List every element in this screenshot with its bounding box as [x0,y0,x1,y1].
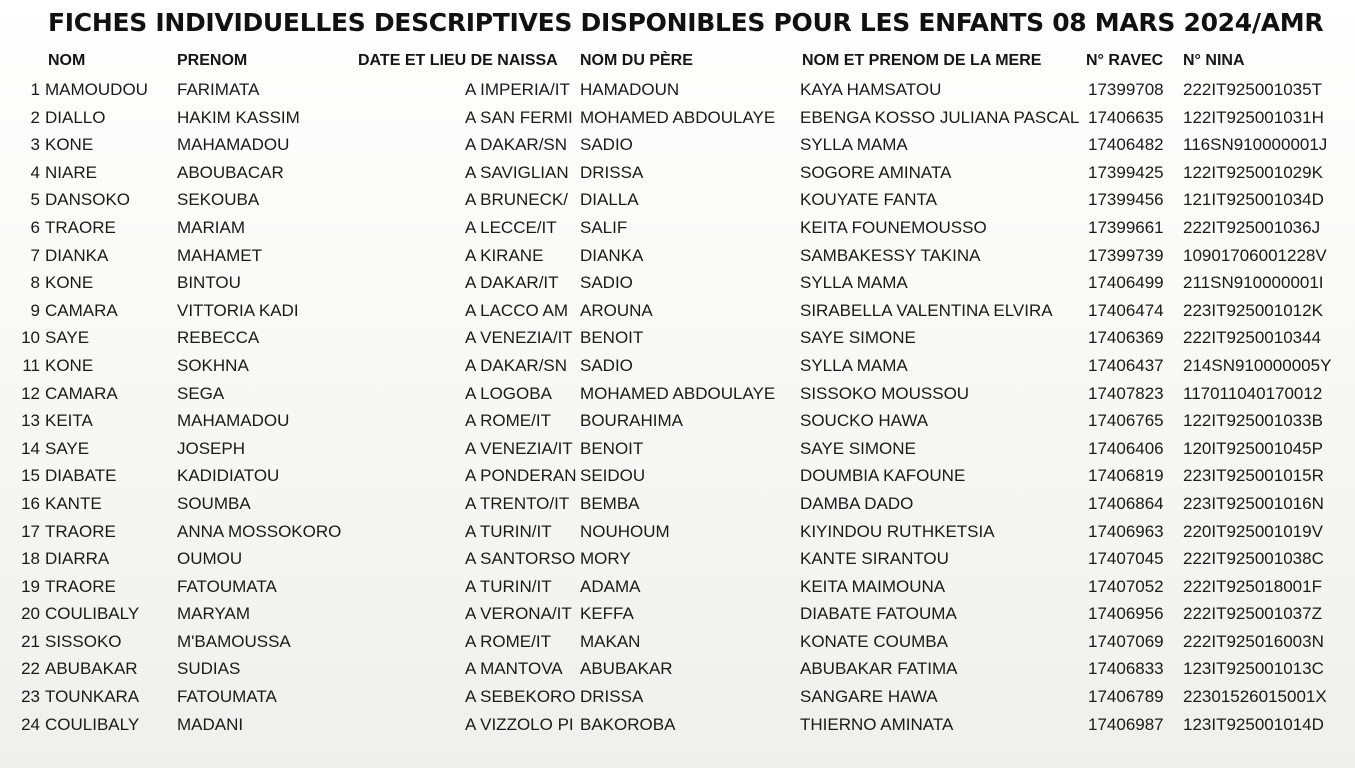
row-nom-pere: BEMBA [580,493,640,513]
row-nom: KONE [45,135,94,155]
row-nom: DIARRA [45,549,110,569]
table-row [0,437,1355,465]
row-prenom: SOKHNA [177,355,249,375]
table-row [0,78,1355,106]
row-nom: SISSOKO [45,631,122,651]
row-prenom: BINTOU [177,273,241,293]
row-prenom: FATOUMATA [177,687,277,707]
row-lieu-naissance: A ROME/IT [465,631,551,651]
row-number: 19 [21,576,40,596]
row-lieu-naissance: A LECCE/IT [465,217,557,237]
row-prenom: FATOUMATA [177,576,277,596]
row-number: 15 [21,466,40,486]
row-nom-pere: HAMADOUN [580,80,680,99]
table-row [0,657,1355,685]
table-row [0,354,1355,382]
table-row [0,630,1355,658]
row-nom-mere: SAMBAKESSY TAKINA [800,245,981,265]
row-nom: KEITA [45,411,93,431]
row-nom-mere: SIRABELLA VALENTINA ELVIRA [800,300,1053,320]
row-nom-mere: SOGORE AMINATA [800,162,952,182]
header-nina: N° NINA [1183,52,1245,69]
row-nom-mere: SANGARE HAWA [800,687,938,707]
row-nom-pere: BAKOROBA [580,714,676,734]
row-nina: 123IT925001013C [1183,659,1324,679]
row-nom: COULIBALY [45,714,140,734]
row-number: 1 [30,80,40,99]
row-number: 4 [30,162,40,182]
row-lieu-naissance: A DAKAR/SN [465,135,568,155]
row-number: 3 [30,135,40,155]
row-ravec: 17406635 [1088,107,1164,127]
row-nina: 223IT925001016N [1183,493,1324,513]
row-prenom: SOUMBA [177,493,251,513]
row-number: 14 [21,438,40,458]
row-number: 5 [30,190,40,210]
table-row [0,299,1355,327]
table-row [0,216,1355,244]
row-number: 20 [21,604,40,624]
row-nom: DANSOKO [45,190,131,210]
table-row [0,547,1355,575]
row-prenom: SUDIAS [177,659,241,679]
row-nina: 222IT9250010344 [1183,328,1322,348]
row-prenom: MARIAM [177,217,245,237]
row-nom-pere: MOHAMED ABDOULAYE [580,383,776,403]
records-list [0,78,1355,740]
row-nina: 122IT925001033B [1183,411,1323,431]
row-number: 11 [22,355,40,375]
row-ravec: 17406963 [1088,521,1164,541]
row-prenom: MAHAMET [177,245,262,265]
row-prenom: MADANI [177,714,244,734]
row-number: 9 [30,300,40,320]
row-nom-mere: KEITA FOUNEMOUSSO [800,217,987,237]
row-lieu-naissance: A SAN FERMI [465,107,573,127]
row-nom: KANTE [45,493,102,513]
row-ravec: 17406864 [1088,493,1164,513]
row-number: 21 [21,631,40,651]
row-nina: 223IT925001015R [1183,466,1324,486]
table-row [0,602,1355,630]
header-date-lieu: DATE ET LIEU DE NAISSA [358,52,558,69]
row-nom-mere: SAYE SIMONE [800,328,916,348]
row-nina: 222IT925001038C [1183,549,1324,569]
row-ravec: 17406789 [1088,687,1164,707]
row-nom: TOUNKARA [45,687,140,707]
row-prenom: SEKOUBA [177,190,260,210]
row-lieu-naissance: A SEBEKORO [465,687,576,707]
row-prenom: MAHAMADOU [177,411,290,431]
row-nom-pere: ABUBAKAR [580,659,673,679]
row-number: 12 [21,383,40,403]
row-number: 13 [21,411,40,431]
row-prenom: FARIMATA [177,80,260,99]
row-nom-pere: BENOIT [580,438,644,458]
row-nina: 22301526015001X [1183,687,1327,707]
row-nom: KONE [45,273,94,293]
table-row [0,161,1355,189]
row-nom-pere: SADIO [580,135,633,155]
row-ravec: 17406482 [1088,135,1164,155]
row-nom-mere: DOUMBIA KAFOUNE [800,466,966,486]
row-number: 23 [21,687,40,707]
row-nina: 222IT925001035T [1183,80,1322,99]
row-nina: 116SN910000001J [1183,135,1328,155]
table-row [0,133,1355,161]
row-number: 18 [21,549,40,569]
row-number: 2 [30,107,40,127]
row-nom: TRAORE [45,521,116,541]
row-nina: 222IT925016003N [1183,631,1324,651]
header-ravec: N° RAVEC [1086,52,1164,69]
row-nom-mere: SYLLA MAMA [800,135,908,155]
row-nina: 122IT925001029K [1183,162,1323,182]
row-nina: 211SN910000001I [1183,273,1324,293]
row-ravec: 17407052 [1088,576,1164,596]
header-nom: NOM [48,52,86,69]
row-nina: 222IT925001036J [1183,217,1321,237]
document-title: FICHES INDIVIDUELLES DESCRIPTIVES DISPONIBLES POUR LES ENFANTS 08 MARS 2024/AMR [48,8,1324,37]
row-nom: ABUBAKAR [45,659,138,679]
row-nom-mere: SYLLA MAMA [800,355,908,375]
row-nom: CAMARA [45,300,118,320]
row-prenom: ANNA MOSSOKORO [177,521,342,541]
row-nom-pere: AROUNA [580,300,653,320]
row-nom: TRAORE [45,217,116,237]
row-nom-mere: DAMBA DADO [800,493,914,513]
row-ravec: 17399739 [1088,245,1164,265]
row-ravec: 17399661 [1088,217,1164,237]
row-nina: 122IT925001031H [1183,107,1324,127]
row-lieu-naissance: A TRENTO/IT [465,493,570,513]
table-row [0,382,1355,410]
row-nom-pere: DRISSA [580,687,644,707]
row-ravec: 17406369 [1088,328,1164,348]
row-nom-mere: EBENGA KOSSO JULIANA PASCAL [800,107,1080,127]
row-ravec: 17399456 [1088,190,1164,210]
row-number: 17 [21,521,40,541]
row-number: 16 [21,493,40,513]
row-nom: DIALLO [45,107,106,127]
row-ravec: 17406765 [1088,411,1164,431]
row-nom: SAYE [45,328,90,348]
row-prenom: M'BAMOUSSA [177,631,291,651]
row-prenom: VITTORIA KADI [177,300,299,320]
row-ravec: 17406474 [1088,300,1164,320]
row-lieu-naissance: A VENEZIA/IT [465,328,573,348]
row-lieu-naissance: A VERONA/IT [465,604,572,624]
row-nom-pere: SALIF [580,217,628,237]
row-nom-pere: BENOIT [580,328,644,348]
row-nom-pere: SEIDOU [580,466,646,486]
row-nina: 222IT925001037Z [1183,604,1322,624]
row-nom-mere: SISSOKO MOUSSOU [800,383,970,403]
row-lieu-naissance: A TURIN/IT [465,576,552,596]
row-nina: 121IT925001034D [1183,190,1324,210]
row-lieu-naissance: A SAVIGLIAN [465,162,569,182]
row-nom-pere: DIALLA [580,190,639,210]
row-lieu-naissance: A IMPERIA/IT [465,80,570,99]
row-nom: MAMOUDOU [45,80,148,99]
row-nom-mere: ABUBAKAR FATIMA [800,659,958,679]
row-ravec: 17406437 [1088,355,1164,375]
row-nom-mere: SOUCKO HAWA [800,411,929,431]
row-ravec: 17407823 [1088,383,1164,403]
table-row [0,492,1355,520]
row-nom: CAMARA [45,383,118,403]
row-number: 10 [21,328,40,348]
row-ravec: 17406833 [1088,659,1164,679]
row-lieu-naissance: A DAKAR/SN [465,355,568,375]
row-number: 24 [21,714,40,734]
row-lieu-naissance: A DAKAR/IT [465,273,559,293]
header-pere: NOM DU PÈRE [580,52,693,69]
table-row [0,409,1355,437]
row-ravec: 17406987 [1088,714,1164,734]
row-nom-pere: DIANKA [580,245,644,265]
row-nina: 123IT925001014D [1183,714,1324,734]
row-number: 8 [30,273,40,293]
row-nom-mere: KANTE SIRANTOU [800,549,949,569]
row-prenom: ABOUBACAR [177,162,284,182]
row-nom: DIANKA [45,245,109,265]
row-prenom: KADIDIATOU [177,466,280,486]
row-nom-pere: BOURAHIMA [580,411,683,431]
row-ravec: 17399708 [1088,80,1164,99]
row-nom-pere: KEFFA [580,604,634,624]
row-nom-mere: KOUYATE FANTA [800,190,937,210]
row-nom-pere: MAKAN [580,631,641,651]
row-ravec: 17407045 [1088,549,1164,569]
row-nom: COULIBALY [45,604,140,624]
row-nom-pere: DRISSA [580,162,644,182]
row-ravec: 17399425 [1088,162,1164,182]
row-lieu-naissance: A ROME/IT [465,411,551,431]
table-row [0,520,1355,548]
row-nom-pere: SADIO [580,355,633,375]
row-nom: TRAORE [45,576,116,596]
row-nina: 120IT925001045P [1183,438,1323,458]
row-nom-mere: SAYE SIMONE [800,438,916,458]
row-lieu-naissance: A TURIN/IT [465,521,552,541]
row-ravec: 17406499 [1088,273,1164,293]
header-prenom: PRENOM [177,52,248,69]
row-prenom: SEGA [177,383,225,403]
row-number: 6 [30,217,40,237]
row-nom: SAYE [45,438,90,458]
row-lieu-naissance: A LACCO AM [465,300,568,320]
row-prenom: HAKIM KASSIM [177,107,300,127]
row-nom-mere: KIYINDOU RUTHKETSIA [800,521,995,541]
table-row [0,685,1355,713]
row-nom-pere: SADIO [580,273,633,293]
row-prenom: OUMOU [177,549,243,569]
row-nom-pere: MORY [580,549,631,569]
row-lieu-naissance: A BRUNECK/ [465,190,568,210]
row-nom-mere: THIERNO AMINATA [800,714,954,734]
row-nina: 214SN910000005Y [1183,355,1332,375]
row-prenom: MARYAM [177,604,251,624]
row-number: 22 [21,659,40,679]
row-nom-mere: KEITA MAIMOUNA [800,576,946,596]
row-lieu-naissance: A VENEZIA/IT [465,438,573,458]
row-nom-pere: NOUHOUM [580,521,670,541]
row-lieu-naissance: A VIZZOLO PI [465,714,574,734]
row-nom-mere: SYLLA MAMA [800,273,908,293]
row-prenom: MAHAMADOU [177,135,290,155]
header-mere: NOM ET PRENOM DE LA MERE [802,52,1042,69]
row-nom-pere: ADAMA [580,576,641,596]
row-number: 7 [30,245,40,265]
row-lieu-naissance: A KIRANE [465,245,544,265]
row-nom-mere: KAYA HAMSATOU [800,80,942,99]
row-nom: KONE [45,355,94,375]
row-ravec: 17407069 [1088,631,1164,651]
row-lieu-naissance: A LOGOBA [465,383,552,403]
row-lieu-naissance: A SANTORSO [465,549,576,569]
row-nina: 220IT925001019V [1183,521,1323,541]
table-row [0,713,1355,741]
row-ravec: 17406819 [1088,466,1164,486]
row-nina: 10901706001228V [1183,245,1327,265]
row-nina: 222IT925018001F [1183,576,1322,596]
row-nom: DIABATE [45,466,117,486]
row-nom: NIARE [45,162,97,182]
table-row [0,106,1355,134]
table-row [0,188,1355,216]
row-nom-mere: DIABATE FATOUMA [800,604,957,624]
row-nina: 223IT925001012K [1183,300,1323,320]
row-nom-mere: KONATE COUMBA [800,631,948,651]
row-prenom: JOSEPH [177,438,246,458]
row-ravec: 17406956 [1088,604,1164,624]
table-row [0,464,1355,492]
row-ravec: 17406406 [1088,438,1164,458]
row-nina: 117011040170012 [1183,383,1323,403]
table-row [0,575,1355,603]
table-row [0,326,1355,354]
table-row [0,271,1355,299]
row-lieu-naissance: A PONDERAN [465,466,577,486]
table-row [0,244,1355,272]
row-nom-pere: MOHAMED ABDOULAYE [580,107,776,127]
row-prenom: REBECCA [177,328,260,348]
row-lieu-naissance: A MANTOVA [465,659,563,679]
